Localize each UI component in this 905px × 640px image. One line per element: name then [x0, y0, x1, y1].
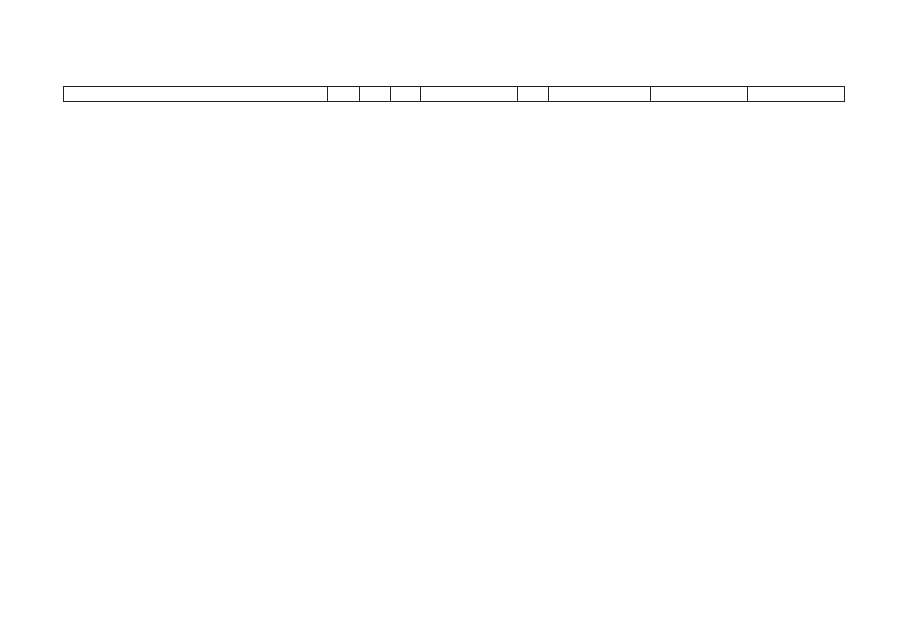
column-header-2 — [328, 87, 360, 102]
column-header-row — [63, 86, 845, 102]
column-header-1 — [64, 87, 328, 102]
column-header-5 — [421, 87, 518, 102]
column-header-9 — [748, 87, 845, 102]
column-header-3 — [360, 87, 391, 102]
column-header-7 — [549, 87, 651, 102]
column-header-4 — [391, 87, 421, 102]
column-header-6 — [518, 87, 549, 102]
column-header-8 — [651, 87, 748, 102]
